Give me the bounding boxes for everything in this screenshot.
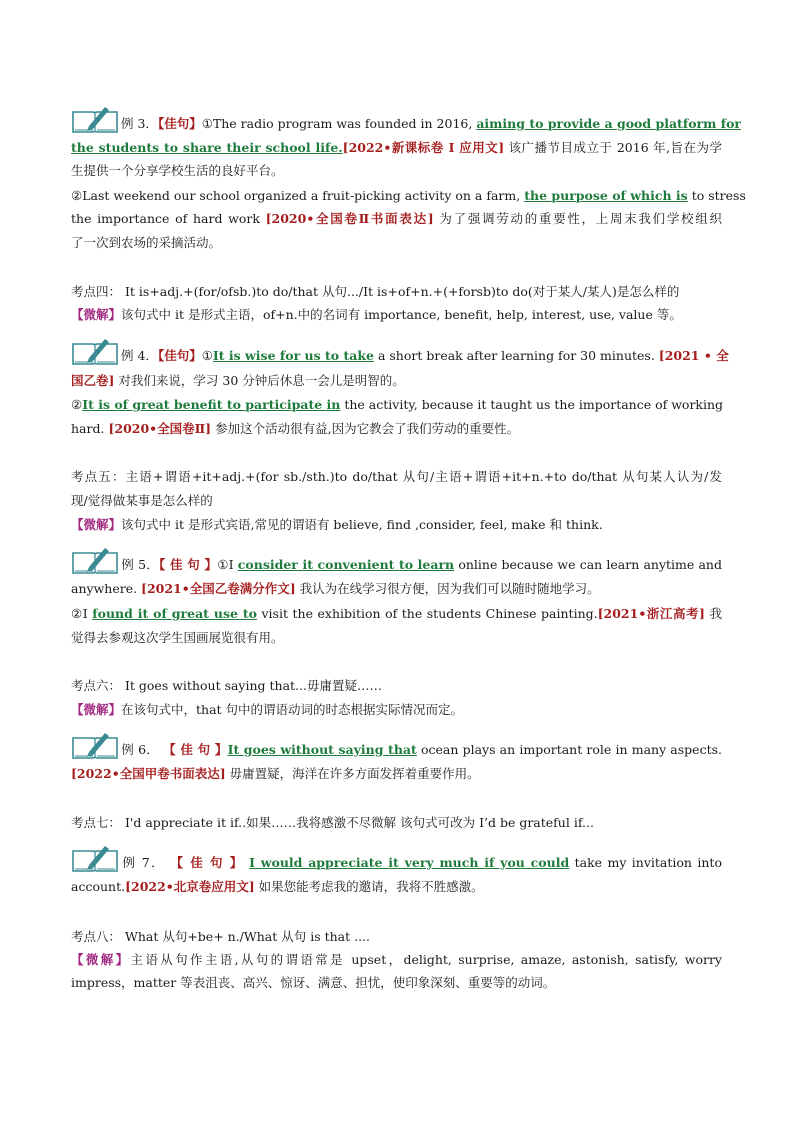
book-pen-icon — [71, 336, 119, 373]
ex3-mark1: ① — [201, 116, 213, 131]
ex5-tag: 【 佳 句 】 — [158, 557, 218, 572]
ex5-line1 — [71, 547, 722, 572]
book-pen-icon — [71, 545, 119, 582]
ex3-line4 — [71, 185, 746, 207]
ex3-num: 例 3． — [121, 116, 158, 131]
ex5-text2: anywhere. — [71, 581, 138, 596]
kp8-weijie1 — [71, 949, 722, 971]
ex5-line2 — [71, 578, 722, 600]
ex4-text2: the activity, because it taught us the importance of working — [344, 397, 724, 412]
ex5-mark1: ①I — [217, 557, 234, 572]
ex5-text3: visit the exhibition of the students Chinese painting. — [261, 606, 598, 621]
kp5-wj-label: 【微解】 — [71, 517, 122, 532]
ex6-text1: ocean plays an important role in many aspects. — [420, 742, 722, 757]
ex4-line2 — [71, 370, 722, 392]
kp6-title — [71, 675, 722, 697]
kp5-title1-text: 考点五：主语+谓语+it+adj.+(for sb./sth.)to do/that 从句/主语+谓语+it+n.+to do/that 从句某人认为/发 — [71, 469, 722, 484]
kp8-wj-label: 【微解】 — [71, 952, 131, 967]
kp4-title — [71, 281, 722, 303]
ex6-highlight: It goes without saying that — [227, 742, 417, 757]
ex4-zh1: 对我们来说，学习 30 分钟后休息一会儿是明智的。 — [118, 373, 405, 388]
kp6-weijie — [71, 699, 722, 721]
kp4-wj-label: 【微解】 — [71, 307, 122, 322]
kp8-title — [71, 926, 722, 948]
kp6-title-text: 考点六： It goes without saying that...毋庸置疑…… — [71, 678, 382, 693]
book-pen-icon — [71, 104, 119, 141]
kp5-weijie — [71, 514, 722, 536]
ex5-source1: [2021•全国乙卷满分作文] — [141, 581, 296, 596]
kp8-wj-text1: 主语从句作主语,从句的谓语常是 upset，delight, surprise, amaze, astonish, satisfy, worry — [130, 952, 722, 967]
ex4-highlight2: It is of great benefit to participate in — [82, 397, 341, 412]
kp7-title-text: 考点七： I'd appreciate it if..如果……我将感激不尽微解 该句式可改为 I’d be grateful if... — [71, 815, 594, 830]
ex4-highlight1: It is wise for us to take — [212, 348, 374, 363]
ex4-text1: a short break after learning for 30 minutes. — [377, 348, 655, 363]
book-pen-icon — [71, 843, 119, 880]
ex5-line3 — [71, 603, 722, 625]
ex4-mark1: ① — [201, 348, 213, 363]
ex6-num: 例 6． — [121, 742, 159, 757]
ex3-highlight3: the purpose of which is — [524, 188, 688, 203]
ex5-line4 — [71, 627, 722, 649]
ex6-line2 — [71, 763, 722, 785]
ex6-zh: 毋庸置疑，海洋在许多方面发挥着重要作用。 — [229, 766, 480, 781]
ex4-line4 — [71, 418, 722, 440]
ex7-highlight: I would appreciate it very much if you could — [249, 855, 570, 870]
ex3-line5 — [71, 208, 722, 230]
ex3-mark2: ② — [71, 188, 83, 203]
ex3-line1 — [71, 106, 742, 131]
ex4-tag: 【佳句】 — [157, 348, 202, 363]
ex4-source1a: [2021 • 全 — [658, 348, 729, 363]
ex4-line3 — [71, 394, 722, 416]
kp6-wj-text: 在该句式中，that 句中的谓语动词的时态根据实际情况而定。 — [121, 702, 464, 717]
ex5-highlight2: found it of great use to — [92, 606, 257, 621]
ex7-source: [2022•北京卷应用文] — [125, 879, 255, 894]
ex4-zh2: 参加这个活动很有益,因为它教会了我们劳动的重要性。 — [215, 421, 520, 436]
ex3-zh3: 为了强调劳动的重要性，上周末我们学校组织 — [439, 211, 722, 226]
kp4-weijie — [71, 304, 722, 326]
ex5-mark2: ②I — [71, 606, 88, 621]
ex3-source2: [2020•全国卷Ⅱ书面表达] — [265, 211, 434, 226]
ex5-text1: online because we can learn anytime and — [458, 557, 722, 572]
ex3-text2: Last weekend our school organized a fruit-picking activity on a farm, — [82, 188, 521, 203]
ex7-text1: take my invitation into — [574, 855, 722, 870]
ex4-text3: hard. — [71, 421, 105, 436]
kp5-title2-text: 现/觉得做某事是怎么样的 — [71, 493, 213, 508]
kp4-title-text: 考点四： It is+adj.+(for/ofsb.)to do/that 从句.../It is+of+n.+(+forsb)to do(对于某人/某人)是怎么样的 — [71, 284, 680, 299]
ex3-tag: 【佳句】 — [157, 116, 202, 131]
ex6-tag: 【 佳 句 】 — [163, 742, 228, 757]
ex3-zh1: 该广播节目成立于 2016 年,旨在为学 — [508, 140, 722, 155]
ex4-line1 — [71, 338, 729, 363]
ex5-highlight1: consider it convenient to learn — [237, 557, 455, 572]
ex5-zh3: 觉得去参观这次学生国画展览很有用。 — [71, 630, 284, 645]
ex7-line1 — [71, 845, 722, 870]
ex3-line6 — [71, 232, 722, 254]
ex3-line3 — [71, 160, 722, 182]
kp8-title-text: 考点八： What 从句+be+ n./What 从句 is that .... — [71, 929, 370, 944]
kp5-title2 — [71, 490, 722, 512]
ex3-zh2: 生提供一个分享学校生活的良好平台。 — [71, 163, 284, 178]
book-pen-icon — [71, 730, 119, 767]
ex5-zh2: 我 — [709, 606, 722, 621]
ex5-source2: [2021•浙江高考] — [597, 606, 705, 621]
ex7-zh: 如果您能考虑我的邀请，我将不胜感激。 — [258, 879, 484, 894]
ex3-text4: the importance of hard work — [71, 211, 260, 226]
ex3-text3: to stress — [691, 188, 746, 203]
ex3-source1: [2022•新课标卷 I 应用文] — [342, 140, 505, 155]
ex7-tag: 【 佳 句 】 — [170, 855, 244, 870]
kp5-wj-text: 该句式中 it 是形式宾语,常见的谓语有 believe, find ,consider, feel, make 和 think. — [121, 517, 603, 532]
kp5-title1 — [71, 466, 722, 488]
ex4-mark2: ② — [71, 397, 83, 412]
ex5-num: 例 5． — [121, 557, 159, 572]
ex4-source2: [2020•全国卷Ⅱ] — [108, 421, 212, 436]
ex3-highlight1: aiming to provide a good platform for — [476, 116, 742, 131]
ex3-highlight2: the students to share their school life. — [71, 140, 343, 155]
ex3-line2 — [71, 137, 722, 159]
kp8-wj-text2: impress，matter 等表沮丧、高兴、惊讶、满意、担忧，使印象深刻、重要等的动词。 — [71, 975, 556, 990]
ex5-zh1: 我认为在线学习很方便，因为我们可以随时随地学习。 — [299, 581, 600, 596]
ex4-source1b: 国乙卷] — [71, 373, 115, 388]
kp8-weijie2 — [71, 972, 722, 994]
ex7-text2: account. — [71, 879, 126, 894]
ex7-num: 例 7． — [121, 855, 166, 870]
kp4-wj-text: 该句式中 it 是形式主语，of+n.中的名词有 importance, benefit, help, interest, use, value 等。 — [121, 307, 682, 322]
kp6-wj-label: 【微解】 — [71, 702, 122, 717]
kp7-title — [71, 812, 722, 834]
ex3-text1: The radio program was founded in 2016, — [212, 116, 473, 131]
ex3-zh4: 了一次到农场的采摘活动。 — [71, 235, 222, 250]
ex7-line2 — [71, 876, 722, 898]
ex6-line1 — [71, 732, 722, 757]
ex6-source: [2022•全国甲卷书面表达] — [71, 766, 226, 781]
ex4-num: 例 4． — [121, 348, 158, 363]
